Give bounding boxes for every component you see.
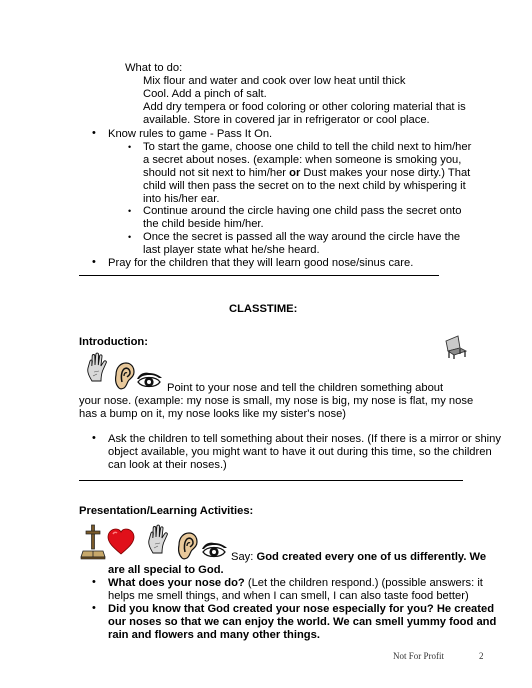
footer-label: Not For Profit [393, 651, 445, 661]
game-rule-line: Once the secret is passed all the way around the circle have the [143, 231, 461, 243]
introduction-heading: Introduction: [79, 336, 148, 348]
heart-icon [106, 528, 136, 556]
what-to-do-line: Mix flour and water and cook over low heat until thick [143, 75, 406, 87]
eye-icon [200, 543, 228, 559]
cross-icon [80, 524, 106, 560]
intro-line: has a bump on it, my nose looks like my sister's nose) [79, 408, 347, 420]
ask-line: can look at their noses.) [108, 459, 227, 471]
chair-icon [443, 333, 469, 359]
say-line-2: are all special to God. [108, 564, 224, 576]
hand-icon [84, 352, 112, 382]
what-to-do-heading: What to do: [125, 62, 183, 74]
game-rule-line: last player state what he/she heard. [143, 244, 320, 256]
hand-icon [145, 524, 173, 554]
divider [79, 275, 439, 276]
sub-bullet: • [128, 142, 132, 152]
what-to-do-line: Cool. Add a pinch of salt. [143, 88, 267, 100]
bullet: • [92, 432, 96, 444]
game-rule-line: child will then pass the secret on to the next child by whispering it [143, 180, 466, 192]
game-rule-line: the child beside him/her. [143, 218, 264, 230]
question-line: helps me smell things, and when I can smell, I can also taste food better) [108, 590, 469, 602]
eye-icon [135, 373, 163, 389]
ear-icon [176, 532, 198, 560]
bullet: • [92, 127, 96, 139]
intro-line: your nose. (example: my nose is small, my nose is big, my nose is flat, my nose [79, 395, 474, 407]
what-to-do-line: available. Store in covered jar in refrigerator or cool place. [143, 114, 430, 126]
bullet: • [92, 602, 96, 614]
ask-line: object available, you might want to have it out during this time, so the children [108, 446, 492, 458]
question-line: rain and flowers and many other things. [108, 629, 320, 641]
classtime-heading: CLASSTIME: [229, 303, 298, 315]
game-title: Know rules to game - Pass It On. [108, 128, 273, 140]
ask-line: Ask the children to tell something about their noses. (If there is a mirror or shiny [108, 433, 501, 445]
what-to-do-line: Add dry tempera or food coloring or other coloring material that is [143, 101, 466, 113]
game-rule-line: a secret about noses. (example: when someone is smoking you, [143, 154, 462, 166]
presentation-heading: Presentation/Learning Activities: [79, 505, 254, 517]
bullet: • [92, 576, 96, 588]
question-line: our noses so that we can enjoy the world. We can smell yummy food and [108, 616, 497, 628]
game-rule-line: into his/her ear. [143, 193, 220, 205]
sub-bullet: • [128, 206, 132, 216]
game-rule-line: should not sit next to him/her or Dust makes your nose dirty.) That [143, 167, 471, 179]
question-line: Did you know that God created your nose especially for you? He created [108, 603, 495, 615]
intro-line: Point to your nose and tell the children something about [167, 382, 444, 394]
page-number: 2 [479, 651, 484, 661]
game-rule-line: To start the game, choose one child to tell the child next to him/her [143, 141, 472, 153]
pray-text: Pray for the children that they will learn good nose/sinus care. [108, 257, 414, 269]
bullet: • [92, 256, 96, 268]
sub-bullet: • [128, 232, 132, 242]
divider [79, 480, 463, 481]
ear-icon [113, 362, 135, 390]
game-rule-line: Continue around the circle having one child pass the secret onto [143, 205, 462, 217]
say-line: Say: God created every one of us differently. We [231, 551, 487, 563]
question-line: What does your nose do? (Let the children respond.) (possible answers: it [108, 577, 483, 589]
